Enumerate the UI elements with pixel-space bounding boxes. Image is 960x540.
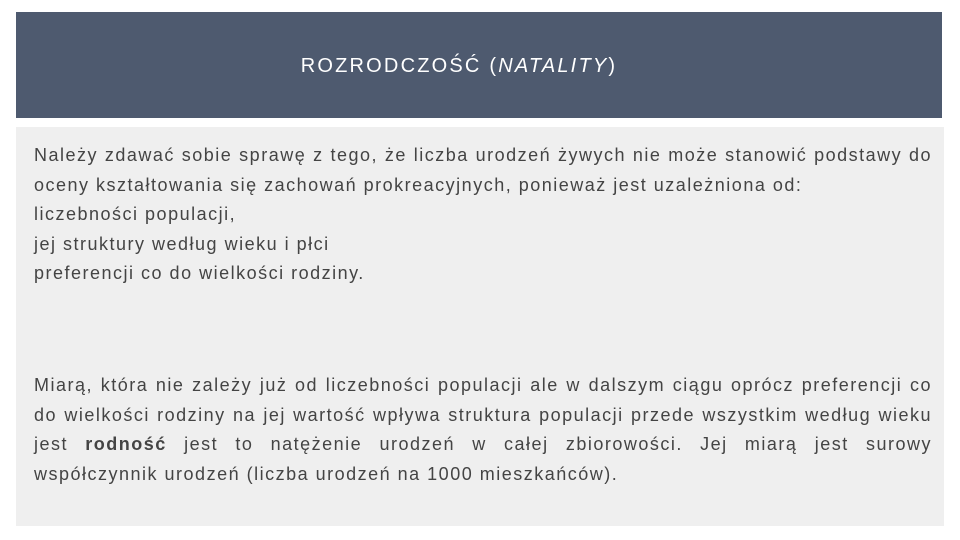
title-close: ): [608, 54, 618, 77]
slide-title: [301, 55, 618, 78]
list-item-population-size: liczebności populacji,: [34, 204, 237, 225]
paragraph-part-1: Miarą, która nie zależy już od liczebności populacji ale w dalszym ciągu oprócz preferencji co do wielkości rodziny na jej wartość wpływa struktura populacji przede wszystkim według wieku jest: [34, 375, 932, 455]
list-item-age-sex-structure: jej struktury według wieku i płci: [34, 233, 330, 254]
paragraph-part-2: jest to natężenie urodzeń w całej zbiorowości. Jej miarą jest surowy współczynnik urodzeń (liczba urodzeń na 1000 mieszkańców).: [34, 434, 932, 484]
title-main: ROZRODCZOŚĆ (: [300, 54, 499, 77]
second-paragraph: [34, 371, 932, 489]
content-panel: [16, 127, 944, 526]
list-item-family-size-preferences: preferencji co do wielkości rodziny.: [34, 263, 365, 284]
title-bar: [16, 12, 942, 118]
first-block: [34, 141, 932, 289]
bold-term-rodnosc: rodność: [85, 434, 167, 455]
intro-paragraph: Należy zdawać sobie sprawę z tego, że liczba urodzeń żywych nie może stanowić podstawy do oceny kształtowania się zachowań prokreacyjnych, ponieważ jest uzależniona od:: [34, 145, 932, 195]
title-english-term: NATALITY: [498, 54, 609, 77]
